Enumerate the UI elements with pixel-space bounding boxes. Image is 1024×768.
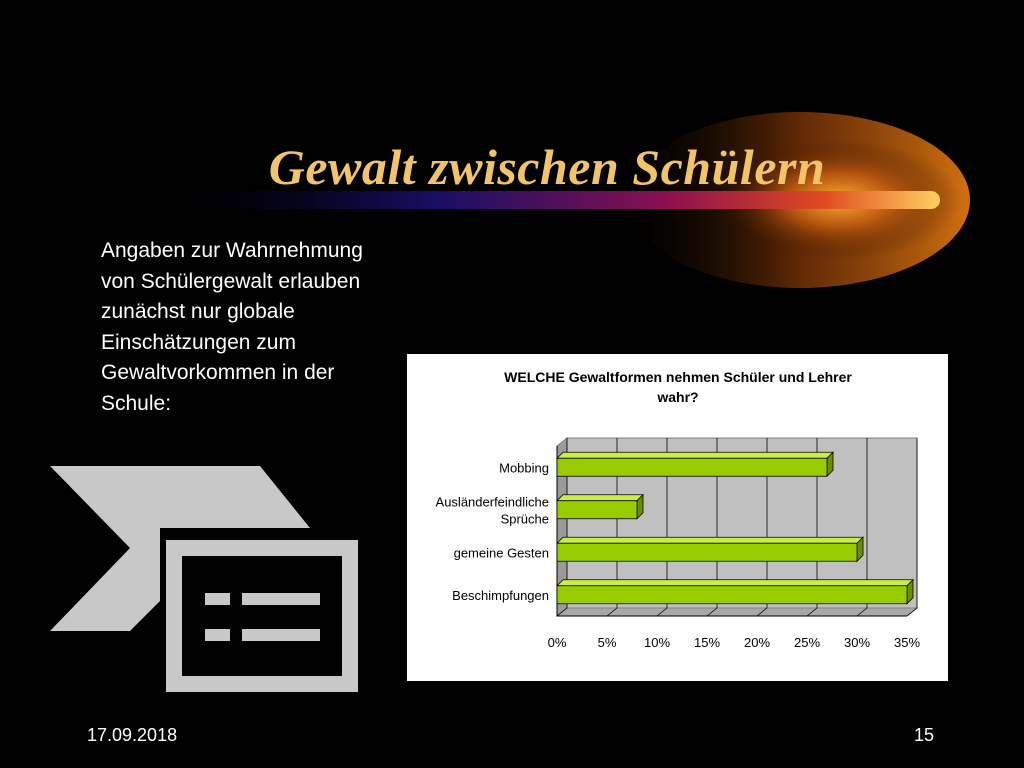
chart-title-line: wahr? bbox=[657, 389, 699, 405]
category-label: Mobbing bbox=[499, 460, 549, 476]
checklist-icon bbox=[50, 466, 362, 696]
plot-floor bbox=[557, 608, 917, 616]
bar bbox=[557, 580, 913, 604]
x-tick-label: 20% bbox=[743, 635, 771, 650]
chart-title bbox=[504, 369, 852, 405]
chart-title-line: WELCHE Gewaltformen nehmen Schüler und Lehrer bbox=[504, 369, 852, 385]
bar-top bbox=[557, 580, 913, 586]
x-tick-label: 0% bbox=[547, 635, 567, 650]
bar bbox=[557, 537, 863, 561]
category-label: Ausländerfeindliche bbox=[435, 494, 549, 510]
bar-top bbox=[557, 452, 833, 458]
category-label: Sprüche bbox=[500, 511, 549, 527]
page-number: 15 bbox=[914, 725, 935, 745]
bar-front bbox=[557, 586, 907, 604]
category-label: gemeine Gesten bbox=[453, 545, 549, 561]
bar-top bbox=[557, 537, 863, 543]
bar-chart bbox=[407, 354, 948, 681]
x-tick-label: 35% bbox=[893, 635, 921, 650]
footer-date: 17.09.2018 bbox=[87, 725, 178, 745]
chart-plot-area bbox=[436, 438, 921, 650]
x-tick-label: 10% bbox=[643, 635, 671, 650]
x-tick-label: 15% bbox=[693, 635, 721, 650]
x-tick-label: 25% bbox=[793, 635, 821, 650]
body-text: Angaben zur Wahrnehmung von Schülergewalt erlauben zunächst nur globale Einschätzungen zum Gewaltvorkommen in der Schule: bbox=[101, 239, 363, 415]
bar-front bbox=[557, 458, 827, 476]
bar bbox=[557, 452, 833, 476]
bar-front bbox=[557, 543, 857, 561]
category-label: Beschimpfungen bbox=[452, 587, 549, 603]
bar-top bbox=[557, 495, 643, 501]
x-tick-label: 5% bbox=[597, 635, 617, 650]
slide-title: Gewalt zwischen Schülern bbox=[268, 139, 826, 195]
x-tick-label: 30% bbox=[843, 635, 871, 650]
chart-container bbox=[407, 354, 948, 681]
bar-front bbox=[557, 501, 637, 519]
bar bbox=[557, 495, 643, 519]
